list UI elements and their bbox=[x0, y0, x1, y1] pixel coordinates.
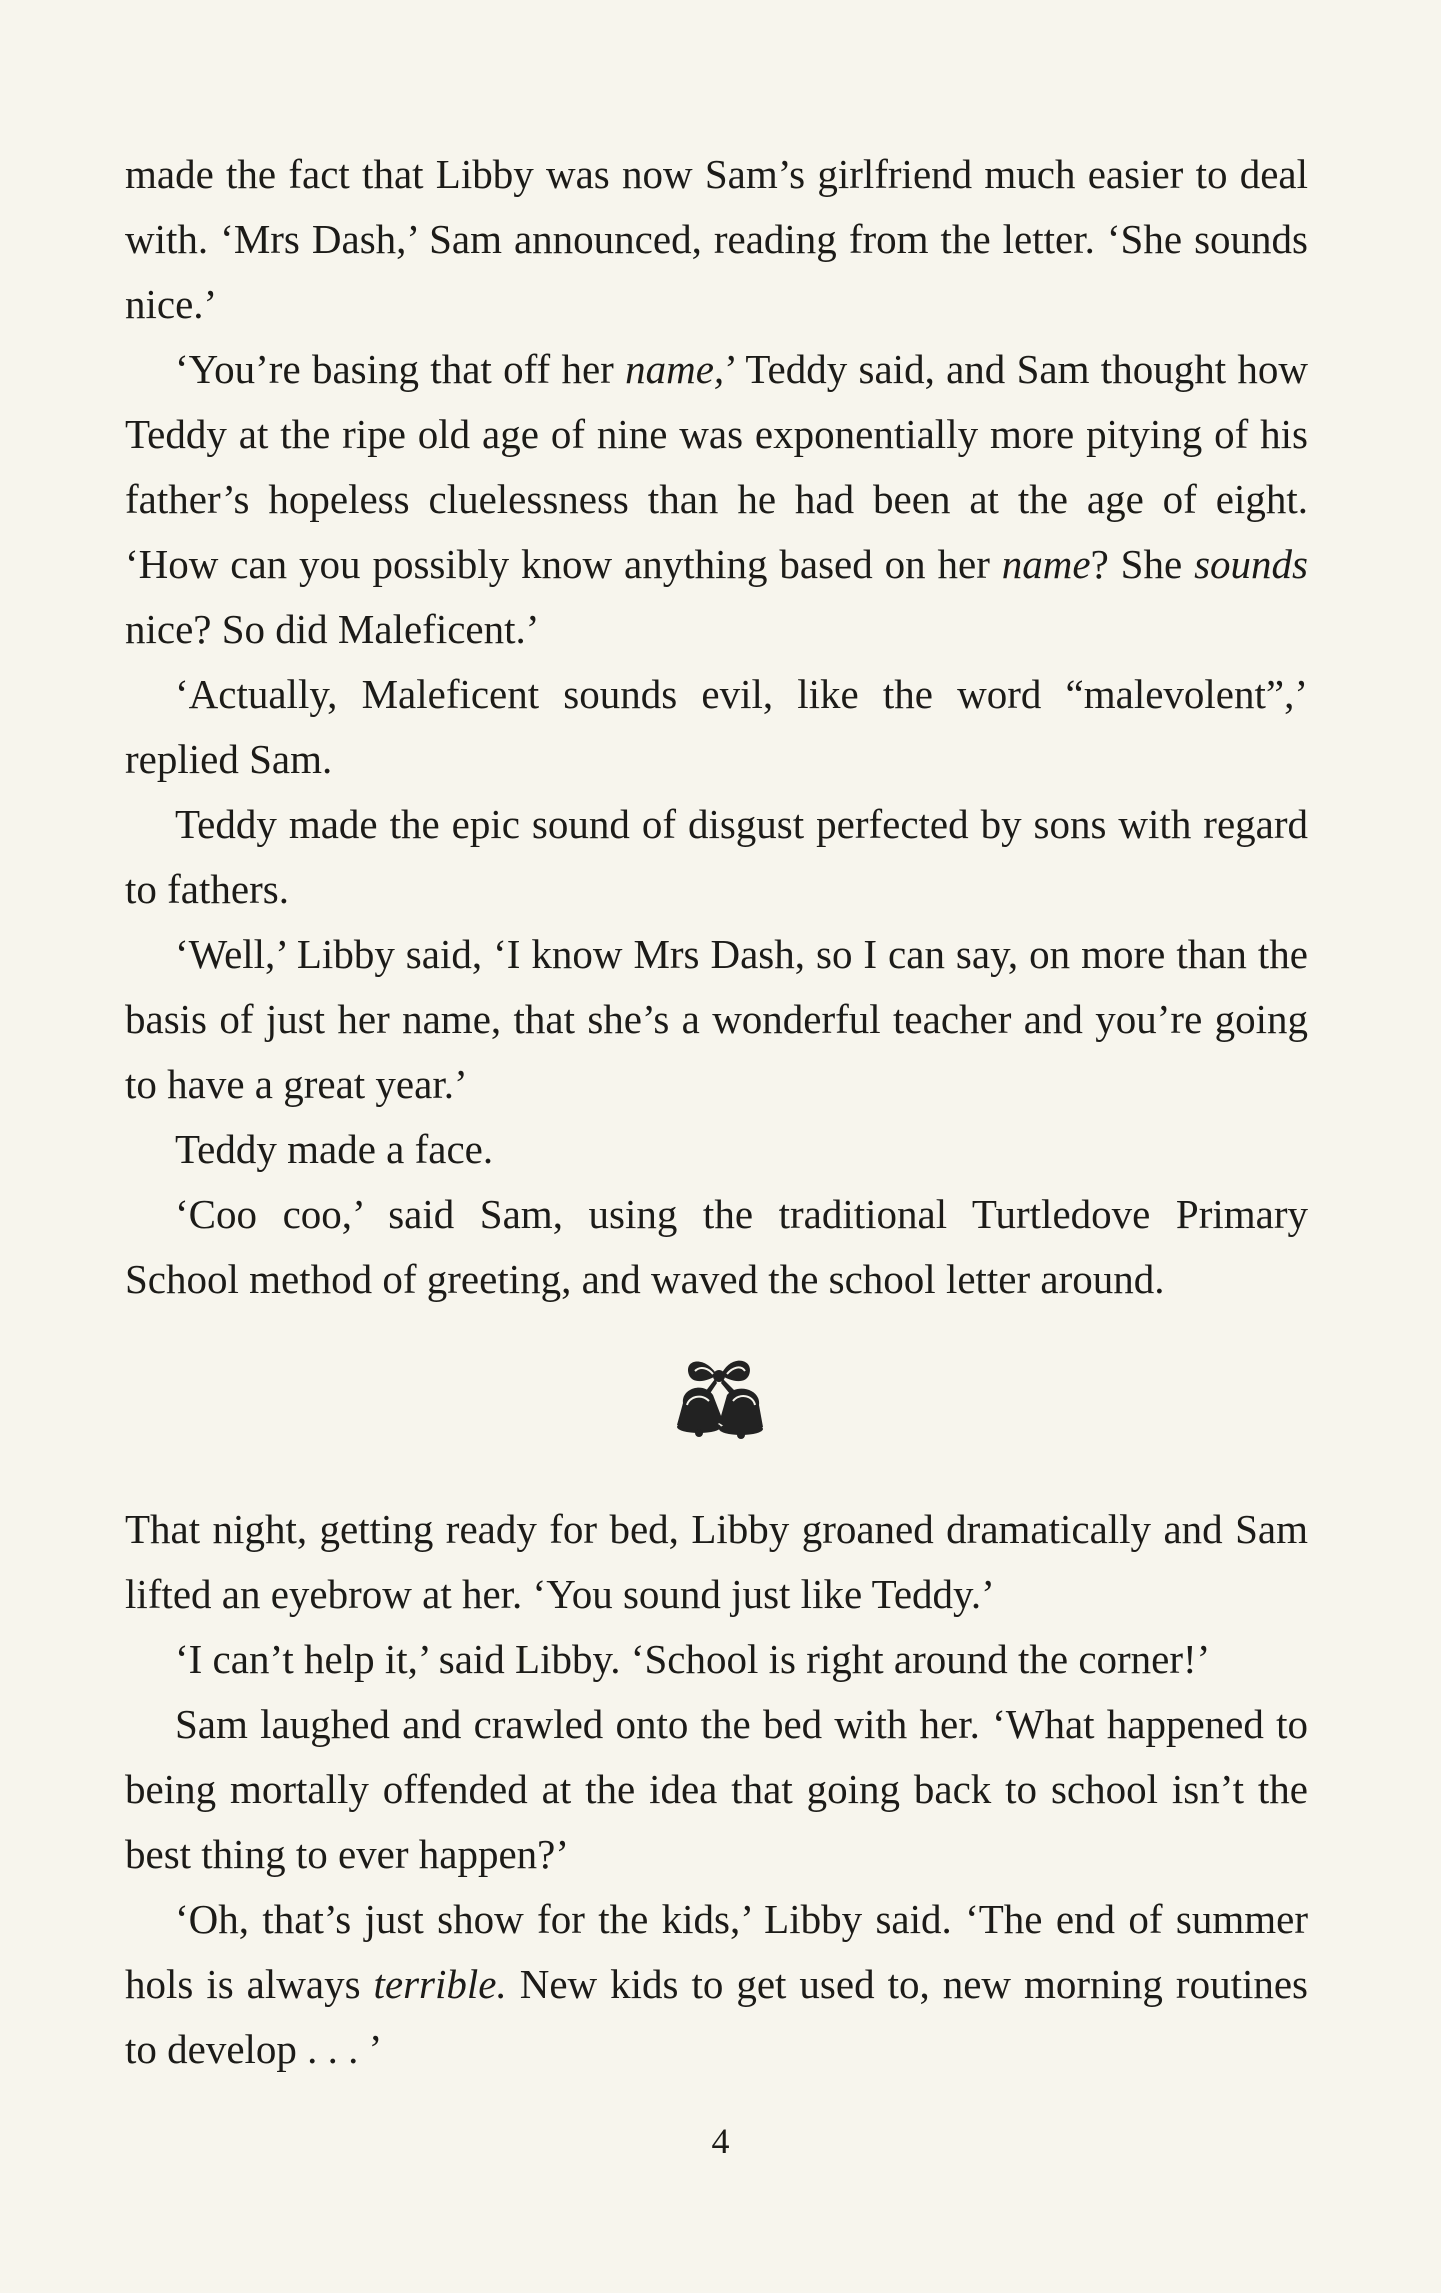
text-run: made the fact that Libby was now Sam’s girlfriend much easier to deal with. ‘Mrs Dash,’ Sam announced, reading from the letter. ‘She sounds nice.’ bbox=[125, 151, 1308, 327]
text-run: ‘Well,’ Libby said, ‘I know Mrs Dash, so I can say, on more than the basis of just her name, that she’s a wonderful teacher and you’re going to have a great year.’ bbox=[125, 931, 1308, 1107]
page-number: 4 bbox=[711, 2121, 730, 2161]
paragraph bbox=[125, 662, 1308, 792]
text-run: ‘I can’t help it,’ said Libby. ‘School is right around the corner!’ bbox=[175, 1636, 1211, 1682]
italic-text: terrible. bbox=[373, 1961, 507, 2007]
text-run: That night, getting ready for bed, Libby groaned dramatically and Sam lifted an eyebrow at her. ‘You sound just like Teddy.’ bbox=[125, 1506, 1308, 1617]
text-run: ? She bbox=[1090, 541, 1195, 587]
text-run: Teddy made a face. bbox=[175, 1126, 494, 1172]
paragraph bbox=[125, 1117, 1308, 1182]
text-run: Teddy made the epic sound of disgust perfected by sons with regard to fathers. bbox=[125, 801, 1308, 912]
italic-text: name, bbox=[625, 346, 725, 392]
text-run: ‘Actually, Maleficent sounds evil, like the word “malevolent”,’ replied Sam. bbox=[125, 671, 1308, 782]
italic-text: name bbox=[1001, 541, 1091, 587]
paragraph bbox=[125, 1887, 1308, 2082]
text-block-after-break bbox=[125, 1497, 1308, 2082]
text-block-before-break bbox=[125, 142, 1308, 1312]
text-run: ‘Oh, that’s just show for the kids,’ Libby said. ‘The end of summer hols is always bbox=[125, 1896, 1308, 2007]
paragraph bbox=[125, 142, 1308, 337]
paragraph bbox=[125, 1627, 1308, 1692]
text-run: New kids to get used to, new morning routines to develop . . . ’ bbox=[125, 1961, 1309, 2072]
paragraph bbox=[125, 1182, 1308, 1312]
paragraph bbox=[125, 337, 1308, 662]
paragraph bbox=[125, 922, 1308, 1117]
text-run: nice? So did Maleficent.’ bbox=[125, 606, 540, 652]
italic-text: sounds bbox=[1194, 541, 1308, 587]
paragraph bbox=[125, 792, 1308, 922]
text-run: Sam laughed and crawled onto the bed with her. ‘What happened to being mortally offended at the idea that going back to school isn’t the best thing to ever happen?’ bbox=[125, 1701, 1308, 1877]
paragraph bbox=[125, 1497, 1308, 1627]
paragraph bbox=[125, 1692, 1308, 1887]
text-run: ‘You’re basing that off her bbox=[175, 346, 626, 392]
bells-ornament-icon bbox=[665, 1345, 775, 1445]
text-run: ‘Coo coo,’ said Sam, using the traditional Turtledove Primary School method of greeting, and waved the school letter around. bbox=[125, 1191, 1308, 1302]
text-run: ’ Teddy said, and Sam thought how Teddy at the ripe old age of nine was exponentially more pitying of his father’s hopeless cluelessness than he had been at the age of eight. ‘How can you possibly know anything based on her bbox=[125, 346, 1308, 587]
